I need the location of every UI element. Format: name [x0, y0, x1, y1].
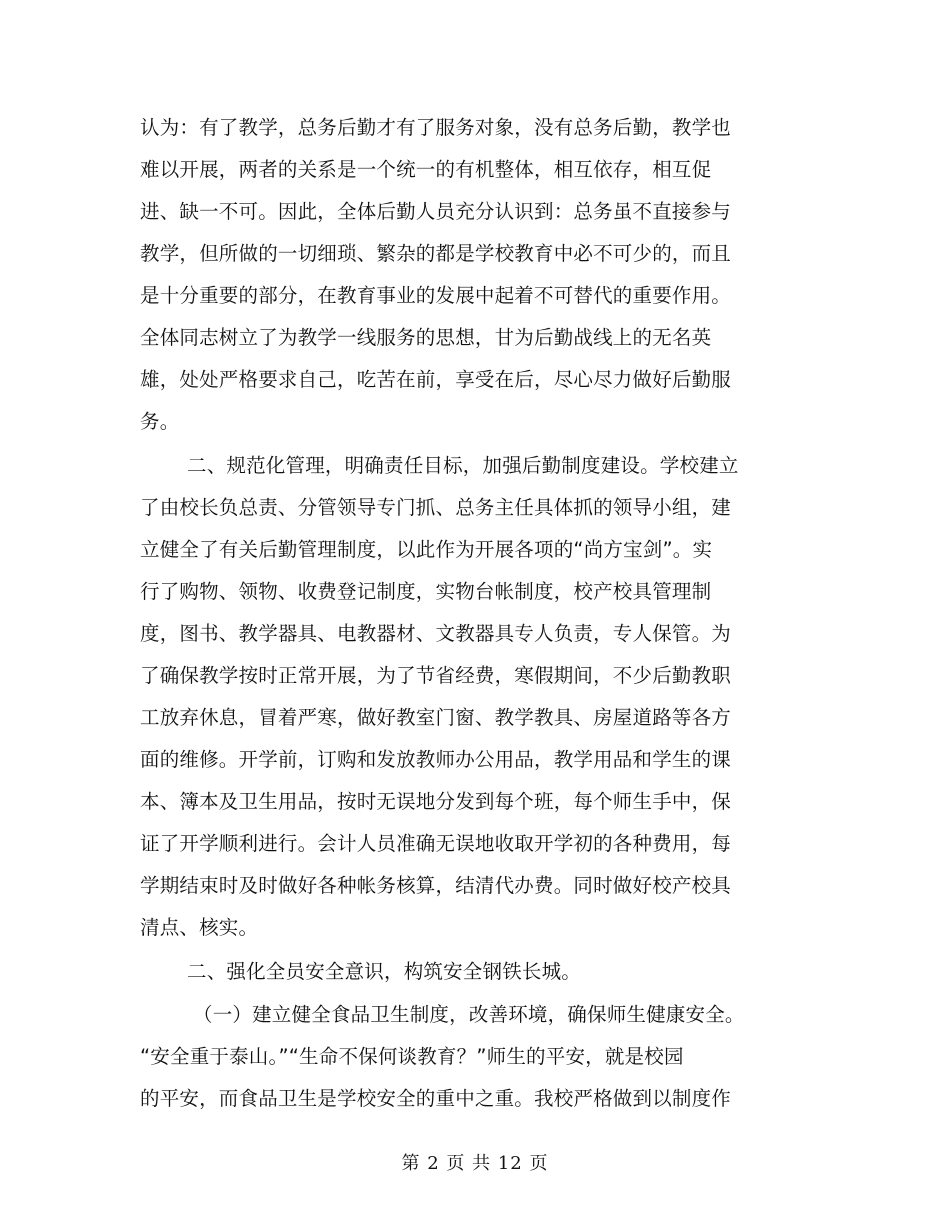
section-heading: 二、规范化管理，明确责任目标，加强后勤制度建设。学校建立: [187, 454, 739, 477]
text-line: 本、簿本及卫生用品，按时无误地分发到每个班，每个师生手中，保: [140, 790, 732, 813]
text-line: 教学，但所做的一切细琐、繁杂的都是学校教育中必不可少的，而且: [140, 242, 732, 265]
text-line: 学期结束时及时做好各种帐务核算，结清代办费。同时做好校产校具: [140, 874, 732, 897]
text-line: 全体同志树立了为教学一线服务的思想，甘为后勤战线上的无名英: [140, 326, 712, 349]
text-line: 证了开学顺利进行。会计人员准确无误地收取开学初的各种费用，每: [140, 832, 732, 855]
text-line: 是十分重要的部分，在教育事业的发展中起着不可替代的重要作用。: [140, 284, 732, 307]
text-line: 了由校长负总责、分管领导专门抓、总务主任具体抓的领导小组，建: [140, 496, 732, 519]
text-line: 面的维修。开学前，订购和发放教师办公用品，教学用品和学生的课: [140, 748, 732, 771]
text-line: 难以开展，两者的关系是一个统一的有机整体，相互依存，相互促: [140, 158, 712, 181]
text-line: 务。: [140, 410, 180, 433]
page-number-footer: 第 2 页 共 12 页: [401, 1153, 549, 1174]
subsection-heading: （一）建立健全食品卫生制度，改善环境，确保师生健康安全。: [193, 1003, 745, 1026]
text-line: 工放弃休息，冒着严寒，做好教室门窗、教学教具、房屋道路等各方: [140, 706, 732, 729]
text-line: 了确保教学按时正常开展，为了节省经费，寒假期间，不少后勤教职: [140, 664, 732, 687]
text-line: 清点、核实。: [140, 916, 259, 939]
text-line: “安全重于泰山。”“生命不保何谈教育？”师生的平安，就是校园: [140, 1045, 684, 1068]
text-line: 立健全了有关后勤管理制度，以此作为开展各项的“尚方宝剑”。实: [140, 538, 713, 561]
text-line: 行了购物、领物、收费登记制度，实物台帐制度，校产校具管理制: [140, 580, 712, 603]
section-heading: 二、强化全员安全意识，构筑安全钢铁长城。: [187, 960, 582, 983]
text-line: 度，图书、教学器具、电教器材、文教器具专人负责，专人保管。为: [140, 622, 732, 645]
text-line: 雄，处处严格要求自己，吃苦在前，享受在后，尽心尽力做好后勤服: [140, 368, 732, 391]
text-line: 认为：有了教学，总务后勤才有了服务对象，没有总务后勤，教学也: [140, 116, 732, 139]
text-line: 进、缺一不可。因此，全体后勤人员充分认识到：总务虽不直接参与: [140, 200, 732, 223]
text-line: 的平安，而食品卫生是学校安全的重中之重。我校严格做到以制度作: [140, 1087, 732, 1110]
